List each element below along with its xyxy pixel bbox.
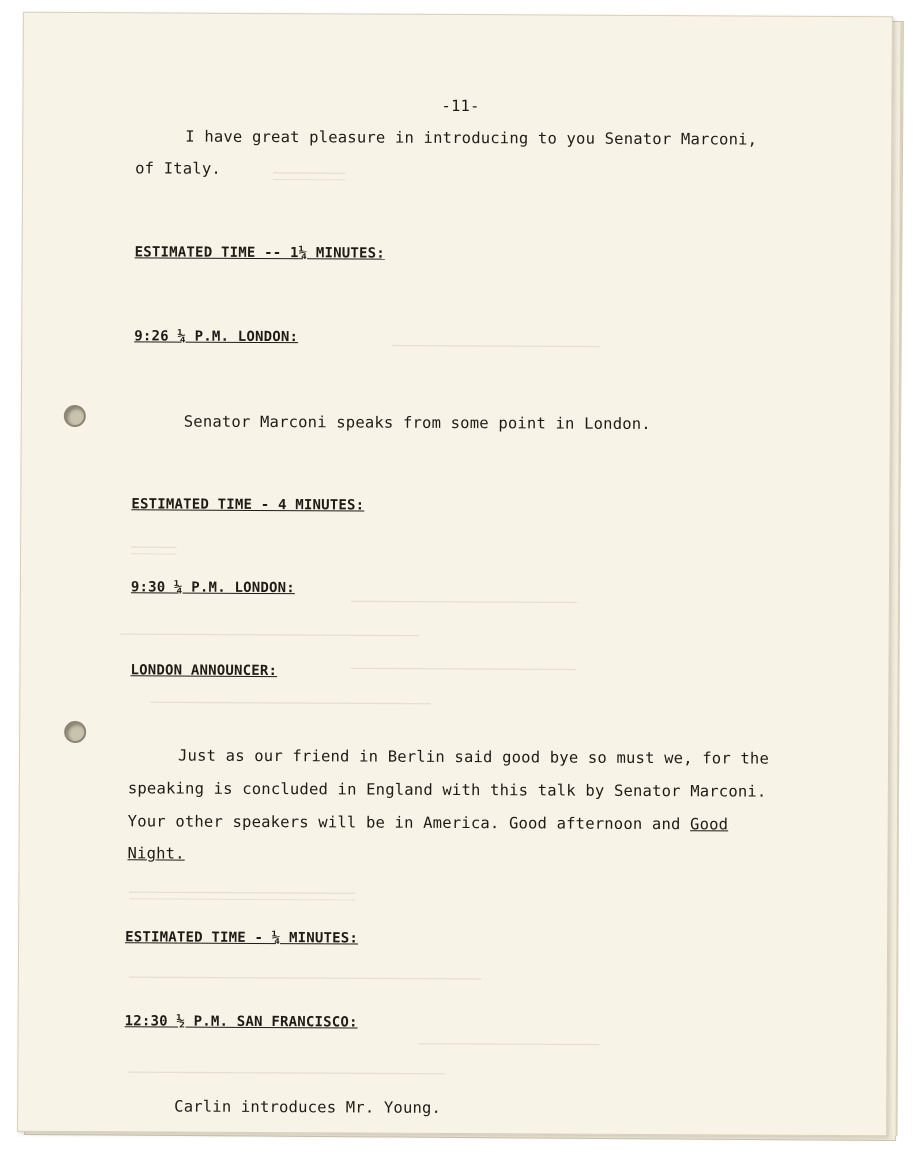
show-through-text: ────────────────────: [418, 1034, 600, 1054]
show-through-text: ───────────────────────────────────────: [128, 968, 482, 989]
show-through-text: ─────────────────────────: [350, 592, 577, 612]
time-slot-heading-1: 9:26 ¼ P.M. LONDON:: [134, 328, 299, 346]
show-through-text: ─────: [131, 538, 177, 557]
show-through-text: ───────────────────────: [392, 336, 600, 356]
announcer-text-line-3-underlined: Good: [690, 815, 729, 834]
estimated-time-heading-2: ESTIMATED TIME - 4 MINUTES:: [131, 496, 365, 514]
estimated-time-heading-3: ESTIMATED TIME - ¼ MINUTES:: [125, 929, 359, 947]
punch-hole: [64, 405, 86, 427]
carlin-introduces-line: Carlin introduces Mr. Young.: [174, 1097, 442, 1117]
punch-hole: [64, 721, 86, 743]
show-through-text: ─────────────────────────────────: [120, 625, 419, 645]
show-through-text: ─────────────────────────: [350, 659, 577, 679]
announcer-text-line-2: speaking is concluded in England with this talk by Senator Marconi.: [127, 779, 767, 801]
show-through-text: ────────: [273, 164, 346, 183]
estimated-time-heading-1: ESTIMATED TIME -- 1¼ MINUTES:: [134, 244, 385, 262]
intro-line-2: of Italy.: [135, 159, 221, 178]
show-through-text: ───────────────────────────────────: [128, 1063, 445, 1083]
show-through-text: ───────────────────────────────: [150, 693, 431, 713]
time-slot-heading-2: 9:30 ¼ P.M. LONDON:: [130, 579, 295, 597]
announcer-text-line-3-plain: Your other speakers will be in America. Good afternoon and: [127, 812, 691, 834]
announcer-text-line-3: [128, 812, 729, 833]
page-number: -11-: [441, 96, 480, 116]
london-announcer-heading: LONDON ANNOUNCER:: [130, 662, 278, 680]
intro-line-1: I have great pleasure in introducing to you Senator Marconi,: [185, 127, 758, 149]
document-page: [17, 12, 893, 1137]
announcer-text-line-4: Night.: [127, 844, 185, 863]
announcer-text-line-1: Just as our friend in Berlin said good bye so must we, for the: [177, 746, 770, 768]
marconi-speaks-line: Senator Marconi speaks from some point in London.: [183, 412, 651, 434]
show-through-text: ─────────────────────────: [129, 883, 356, 903]
time-slot-heading-3: 12:30 ½ P.M. SAN FRANCISCO:: [124, 1013, 358, 1031]
